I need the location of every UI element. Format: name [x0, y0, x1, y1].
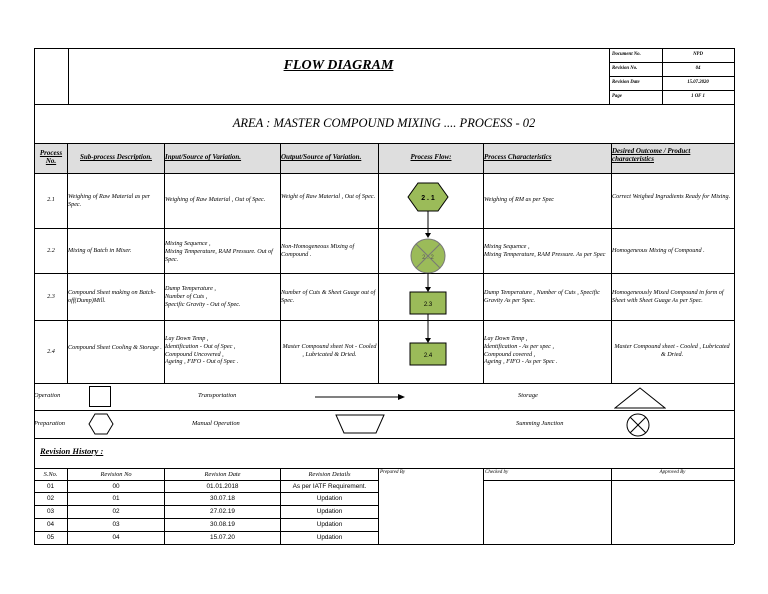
operation-icon [89, 386, 111, 407]
rev-header-sno: S.No. [43, 471, 58, 478]
legend-transportation-label: Transportation [198, 392, 237, 399]
table-row: 30.07.18 [210, 495, 235, 502]
table-row-characteristics: Lay Down Temp , Identification - As per spec , Compound covered , Ageing , FIFO - As per Spec . [484, 335, 558, 366]
header-input: Input/Source of Variation. [165, 153, 242, 161]
table-row: Updation [316, 495, 343, 502]
table-row-subprocess: Weighing of Raw Material as per Spec. [68, 193, 151, 208]
manual-operation-icon [335, 414, 385, 434]
doc-info-label: Page [612, 94, 622, 99]
table-row: 04 [112, 534, 120, 541]
table-row-output: Non-Homogeneous Mixing of Compound . [281, 243, 355, 258]
table-row-outcome: Master Compound sheet - Cooled , Lubricated & Dried. [614, 343, 730, 358]
legend-manual-operation-label: Manual Operation [192, 420, 240, 427]
table-row: Updation [316, 534, 343, 541]
legend-storage-label: Storage [518, 392, 538, 399]
table-row-output: Number of Cuts & Sheet Guage out of Spec. [281, 289, 376, 304]
doc-info-value: 04 [695, 66, 701, 71]
table-row: 01 [112, 495, 120, 502]
revision-history-title: Revision History : [40, 446, 104, 456]
header-process-no: Process No. [39, 149, 63, 166]
table-row-no: 2.1 [47, 196, 55, 203]
header-subprocess: Sub-process Description. [80, 153, 152, 161]
doc-info-label: Document No. [612, 52, 641, 57]
rev-header-prepared-by: Prepared By [380, 470, 406, 475]
table-row: 02 [112, 508, 120, 515]
flow-arrow-head [425, 233, 431, 238]
table-row-input: Mixing Sequence , Mixing Temperature, RAM Pressure. Out of Spec. [165, 240, 273, 263]
table-row: 01 [46, 483, 55, 490]
table-row: 03 [46, 508, 55, 515]
summing-junction-icon [626, 413, 650, 437]
table-row-outcome: Correct Weighed Ingradients Ready for Mixing. [612, 193, 731, 200]
header-flow: Process Flow: [410, 153, 452, 161]
table-row: 27.02.19 [210, 508, 235, 515]
table-row: 30.08.19 [210, 521, 235, 528]
table-row: 15.07.20 [210, 534, 235, 541]
table-row-no: 2.3 [47, 293, 55, 300]
table-row-subprocess: Compound Sheet making on Batch-off(Dump)Mill. [68, 289, 156, 304]
doc-info-value: 15.07.2020 [687, 80, 709, 85]
table-row-subprocess: Mixing of Batch in Mixer. [68, 247, 132, 254]
area-title: AREA : MASTER COMPOUND MIXING .... PROCESS - 02 [232, 116, 536, 130]
table-row: Updation [316, 521, 343, 528]
table-row: 00 [112, 483, 120, 490]
storage-icon [614, 387, 666, 409]
table-row-input: Dump Temperature , Number of Cuts , Specific Gravity - Out of Spec. [165, 285, 241, 308]
rev-header-revision-no: Revision No [100, 471, 132, 478]
table-row: 02 [46, 495, 55, 502]
table-row-input: Weighing of Raw Material , Out of Spec. [165, 196, 266, 203]
table-row-subprocess: Compound Sheet Cooling & Storage . [68, 344, 162, 351]
table-row-output: Weight of Raw Material , Out of Spec. [281, 193, 376, 200]
flow-step-label: 2 . 1 [421, 195, 435, 202]
table-row: 05 [46, 534, 55, 541]
flow-arrow-head [425, 338, 431, 343]
table-row: 03 [112, 521, 120, 528]
flow-step-label: 2.4 [423, 353, 433, 359]
rev-header-checked-by: Checked by [485, 470, 509, 475]
flow-step-label: 2.3 [423, 302, 433, 308]
table-row: Updation [316, 508, 343, 515]
rev-header-revision-details: Revision Details [308, 471, 351, 478]
legend-summing-junction-label: Summing Junction [516, 420, 564, 427]
header-characteristics: Process Characteristics [484, 153, 552, 161]
page-title: FLOW DIAGRAM [283, 58, 394, 73]
flow-step-label: 2 . 2 [422, 255, 434, 261]
header-outcome: Desired Outcome / Product characteristics [612, 147, 691, 164]
table-row-no: 2.4 [47, 348, 55, 355]
transportation-icon [314, 393, 406, 401]
table-row-output: Master Compound sheet Not - Cooled , Lubricated & Dried. [282, 343, 377, 358]
legend-operation-label: Operation [34, 392, 61, 399]
flow-arrow-head [425, 287, 431, 292]
table-row-input: Lay Down Temp , Identification - Out of Spec , Compound Uncovered , Ageing , FIFO - Out of Spec . [165, 335, 239, 366]
table-row: 01.01.2018 [206, 483, 239, 490]
table-row-characteristics: Dump Temperature , Number of Cuts , Specific Gravity As per Spec. [484, 289, 600, 304]
legend-preparation-label: Preparation [34, 420, 66, 427]
rev-header-approved-by: Approved By [659, 470, 686, 475]
header-output: Output/Source of Variation. [281, 153, 362, 161]
table-row-outcome: Homogeneously Mixed Compound in form of Sheet with Sheet Guage As per Spec. [612, 289, 724, 304]
table-row-characteristics: Weighing of RM as per Spec [484, 196, 555, 203]
doc-info-value: NPD [693, 52, 703, 57]
doc-info-value: 1 OF 1 [691, 94, 705, 99]
table-row: 04 [46, 521, 55, 528]
table-row-no: 2.2 [47, 247, 55, 254]
doc-info-label: Revision No. [612, 66, 638, 71]
rev-header-revision-date: Revision Date [204, 471, 241, 478]
process-flow-diagram [378, 173, 483, 383]
preparation-icon [88, 413, 114, 435]
doc-info-label: Revision Date [612, 80, 640, 85]
table-row-characteristics: Mixing Sequence , Mixing Temperature, RAM Pressure. As per Spec [484, 243, 606, 258]
table-row-outcome: Homogeneous Mixing of Compound . [612, 247, 705, 254]
table-row: As per IATF Requirement. [292, 483, 367, 490]
